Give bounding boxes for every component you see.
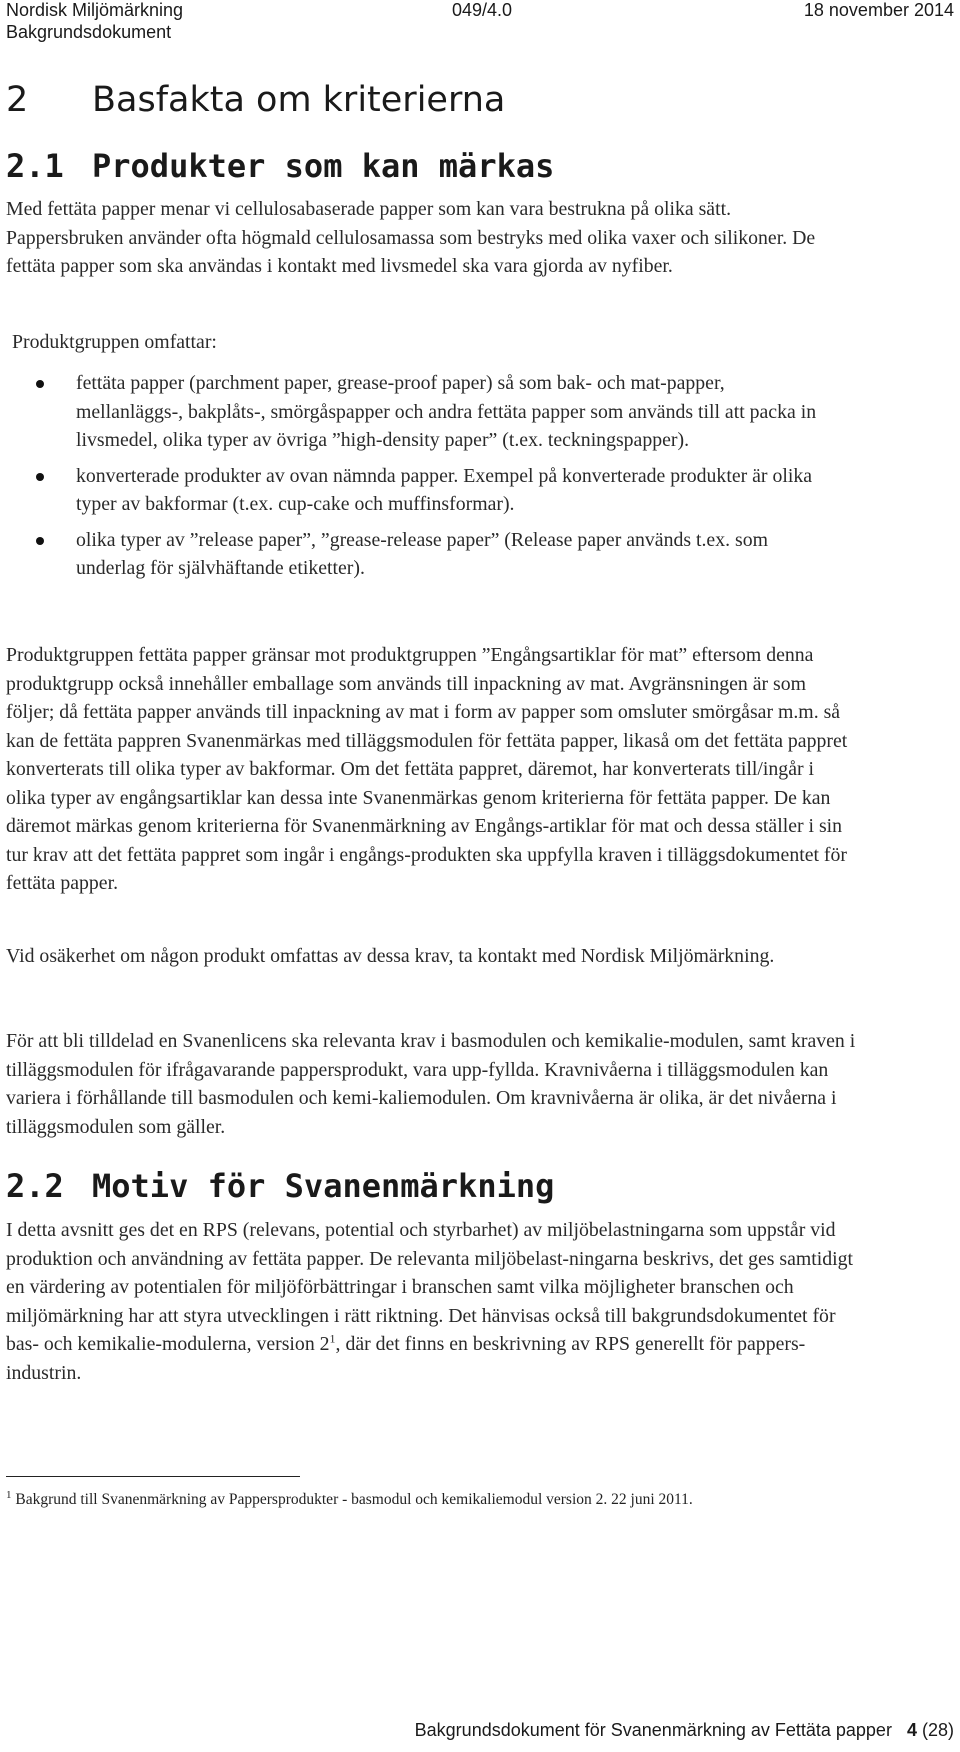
list-item-text: fettäta papper (parchment paper, grease-proof paper) så som bak- och mat-papper, mellanläggs-, bakplåts-, smörgåspapper och andra fettäta papper som används till att packa in livsmedel, olika typer av övriga ”high-density paper” (t.ex. teckningspapper). [76, 372, 817, 451]
bullet-icon [36, 537, 44, 545]
footnote-mark: 1 [6, 1488, 12, 1501]
paragraph-delimitation: Produktgruppen fettäta papper gränsar mot produktgruppen ”Engångsartiklar för mat” eftersom denna produktgrupp också innehåller emballage som används till inpackning av mat. Avgränsningen är som följer; då fettäta papper används till inpackning av mat i form av papper som omsluter smörgåsar m.m. så kan de fettäta pappren Svanenmärkas med tilläggsmodulen för fettäta papper, likaså om det fettäta pappret konverterats till olika typer av bakformar. Om det fettäta pappret, däremot, har konverterats till/ingår i olika typer av engångsartiklar kan dessa inte Svanenmärkas genom kriterierna för fettäta papper. De kan däremot märkas genom kriterierna för Svanenmärkning av Engångs-artiklar för mat och dessa ställer i sin tur krav att det fettäta pappret som ingår i engångs-produkten ska uppfylla kraven i tilläggsdokumentet för fettäta papper. [6, 644, 848, 894]
paragraph-scope-intro: Produktgruppen omfattar: [12, 331, 217, 353]
section-number: 2.1 [6, 147, 64, 185]
paragraph-contact: Vid osäkerhet om någon produkt omfattas av dessa krav, ta kontakt med Nordisk Miljömärkning. [6, 945, 775, 967]
list-item-text: konverterade produkter av ovan nämnda papper. Exempel på konverterade produkter är olika typer av bakformar (t.ex. cup-cake och muffinsformar). [76, 464, 813, 515]
section-title: Basfakta om kriterierna [92, 80, 506, 120]
paragraph-text: , där det finns en beskrivning av RPS generellt för pappers-industrin. [6, 1333, 806, 1384]
footer-document-title: Bakgrundsdokument för Svanenmärkning av Fettäta papper [414, 1720, 892, 1740]
footnote-reference-link[interactable]: 1 [329, 1331, 336, 1346]
header-document-type: Bakgrundsdokument [6, 22, 172, 42]
bullet-icon [36, 380, 44, 388]
footnote-separator [6, 1476, 300, 1477]
list-item-text: olika typer av ”release paper”, ”grease-release paper” (Release paper används t.ex. som underlag för självhäftande etiketter). [76, 528, 768, 579]
header-date: 18 november 2014 [803, 0, 954, 20]
paragraph-rps-motivation [6, 1216, 858, 1387]
list-item [0, 462, 824, 519]
header-document-number: 049/4.0 [452, 0, 513, 20]
page-number: 4 [906, 1720, 917, 1740]
section-title: Motiv för Svanenmärkning [92, 1167, 555, 1205]
paragraph-license-requirements: För att bli tilldelad en Svanenlicens ska relevanta krav i basmodulen och kemikalie-modulen, samt kraven i tilläggsmodulen för ifrågavarande pappersprodukt, vara upp-fyllda. Kravnivåerna i tilläggsmodulen kan variera i förhållande till basmodulen och kemi-kaliemodulen. Om kravnivåerna är olika, är det nivåerna i tilläggsmodulen som gäller. [6, 1030, 856, 1138]
scope-bullet-list [0, 369, 960, 590]
paragraph-text: I detta avsnitt ges det en RPS (relevans, potential och styrbarhet) av miljöbelastningarna som uppstår vid produktion och användning av fettäta papper. De relevanta miljöbelast-ningarna beskrivs, det ges samtidigt en värdering av potentialen för miljöförbättringar i branschen samt vilka möjligheter branschen och miljömärkning har att styra utvecklingen i rätt riktning. Det hänvisas också till bakgrundsdokumentet för bas- och kemikalie-modulerna, version 2 [6, 1219, 854, 1355]
section-heading-2 [6, 80, 505, 120]
list-item [0, 369, 824, 455]
page-footer [415, 1719, 954, 1741]
list-item [0, 526, 824, 583]
section-heading-2-2 [6, 1168, 554, 1204]
footnote-text: Bakgrund till Svanenmärkning av Pappersprodukter - basmodul och kemikaliemodul version 2. 22 juni 2011. [11, 1491, 693, 1508]
paragraph-definition: Med fettäta papper menar vi cellulosabaserade papper som kan vara bestrukna på olika sätt. Pappersbruken använder ofta högmald cellulosamassa som bestryks med olika vaxer och silikoner. De fettäta papper som ska användas i kontakt med livsmedel ska vara gjorda av nyfiber. [6, 198, 816, 277]
section-number: 2 [6, 80, 29, 120]
page-total: (28) [921, 1720, 954, 1740]
section-number: 2.2 [6, 1167, 64, 1205]
section-title: Produkter som kan märkas [92, 147, 555, 185]
footnote [6, 1490, 693, 1510]
bullet-icon [36, 473, 44, 481]
section-heading-2-1 [6, 148, 554, 184]
header-organization: Nordisk Miljömärkning [6, 0, 184, 20]
